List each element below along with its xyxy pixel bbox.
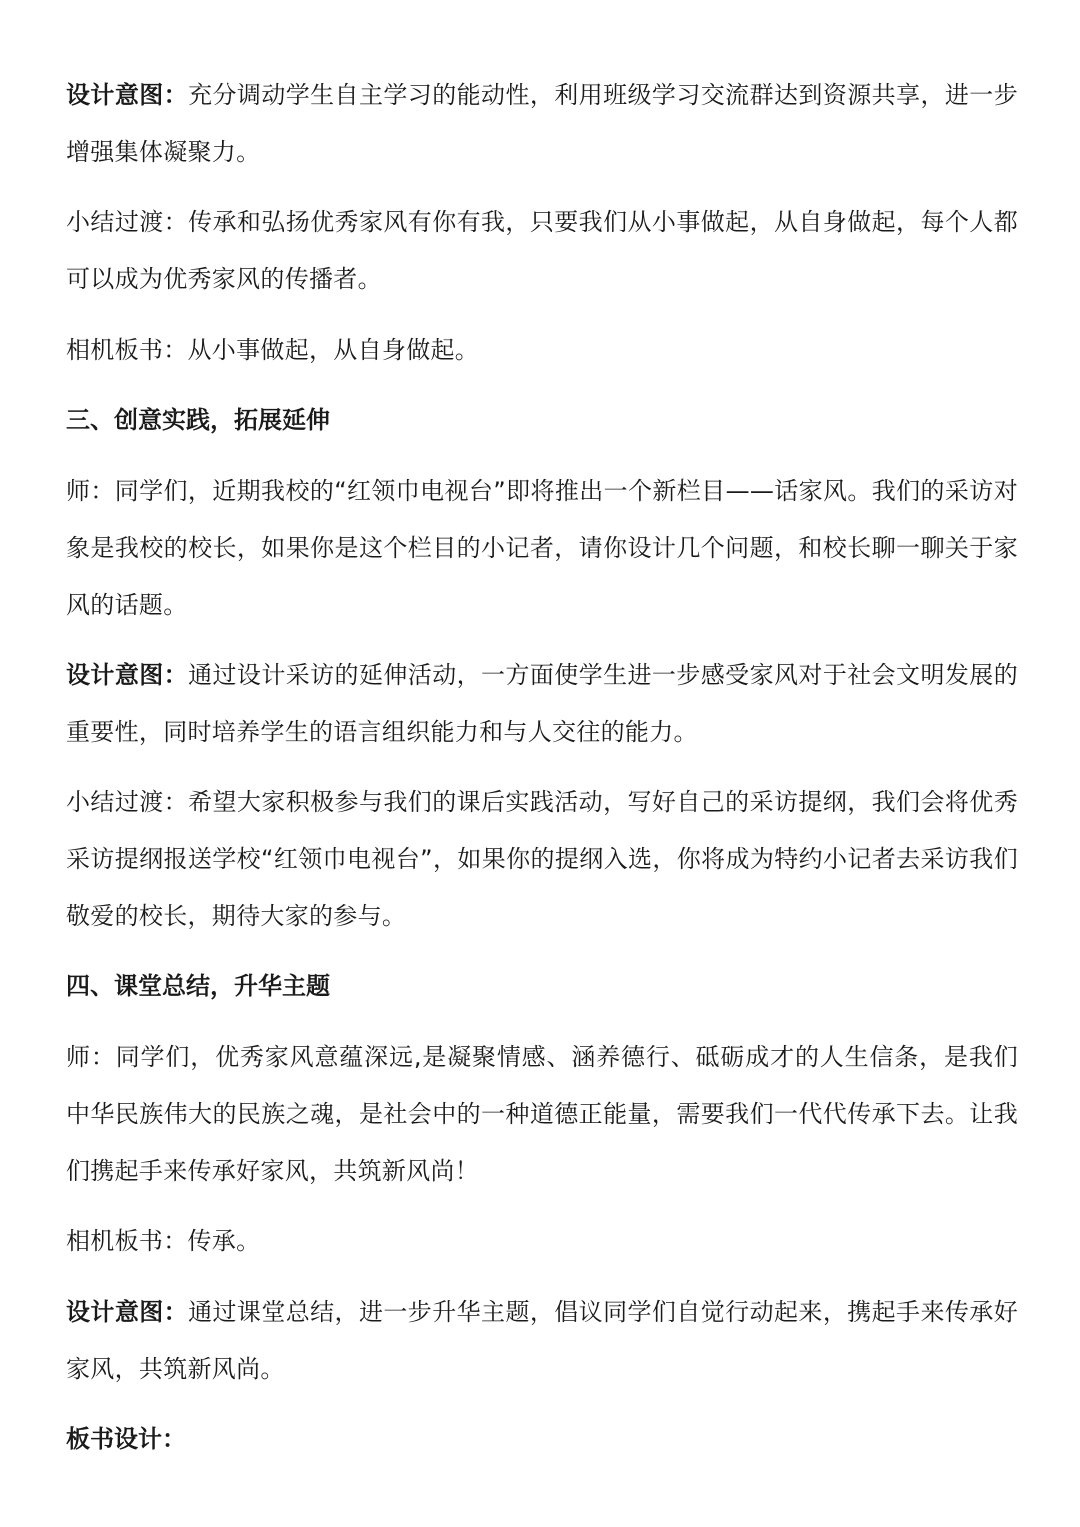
design-intent-label: 设计意图： bbox=[66, 661, 189, 689]
teacher-paragraph-2 bbox=[66, 1029, 1018, 1200]
paragraph-text: 小结过渡：希望大家积极参与我们的课后实践活动，写好自己的采访提纲，我们会将优秀采访提纲报送学校“红领巾电视台”，如果你的提纲入选，你将成为特约小记者去采访我们敬爱的校长，期待大家的参与。 bbox=[66, 788, 1018, 930]
paragraph-text: 充分调动学生自主学习的能动性，利用班级学习交流群达到资源共享，进一步增强集体凝聚力。 bbox=[66, 81, 1019, 166]
paragraph-text: 相机板书：传承。 bbox=[66, 1227, 261, 1255]
board-note-paragraph-2 bbox=[66, 1213, 1018, 1270]
teacher-paragraph-1 bbox=[66, 463, 1018, 634]
design-intent-paragraph-1 bbox=[66, 67, 1018, 181]
paragraph-text: 师：同学们，优秀家风意蕴深远,是凝聚情感、涵养德行、砥砺成才的人生信条，是我们中华民族伟大的民族之魂，是社会中的一种道德正能量，需要我们一代代传承下去。让我们携起手来传承好家风，共筑新风尚！ bbox=[66, 1043, 1018, 1185]
summary-transition-paragraph-1 bbox=[66, 194, 1018, 308]
board-note-paragraph-1 bbox=[66, 322, 1018, 379]
design-intent-paragraph-3 bbox=[66, 1284, 1018, 1398]
summary-transition-paragraph-2 bbox=[66, 774, 1018, 945]
section-heading-three: 三、创意实践，拓展延伸 bbox=[66, 406, 330, 434]
section-heading-four: 四、课堂总结，升华主题 bbox=[66, 972, 330, 1000]
paragraph-text: 小结过渡：传承和弘扬优秀家风有你有我，只要我们从小事做起，从自身做起，每个人都可以成为优秀家风的传播者。 bbox=[66, 208, 1018, 293]
board-design-heading: 板书设计： bbox=[66, 1425, 186, 1453]
design-intent-label: 设计意图： bbox=[66, 1298, 189, 1326]
paragraph-text: 师：同学们，近期我校的“红领巾电视台”即将推出一个新栏目——话家风。我们的采访对象是我校的校长，如果你是这个栏目的小记者，请你设计几个问题，和校长聊一聊关于家风的话题。 bbox=[66, 477, 1018, 619]
design-intent-label: 设计意图： bbox=[66, 81, 189, 109]
paragraph-text: 相机板书：从小事做起，从自身做起。 bbox=[66, 336, 480, 364]
paragraph-text: 通过设计采访的延伸活动，一方面使学生进一步感受家风对于社会文明发展的重要性，同时培养学生的语言组织能力和与人交往的能力。 bbox=[66, 661, 1019, 746]
paragraph-text: 通过课堂总结，进一步升华主题，倡议同学们自觉行动起来，携起手来传承好家风，共筑新风尚。 bbox=[66, 1298, 1019, 1383]
design-intent-paragraph-2 bbox=[66, 647, 1018, 761]
